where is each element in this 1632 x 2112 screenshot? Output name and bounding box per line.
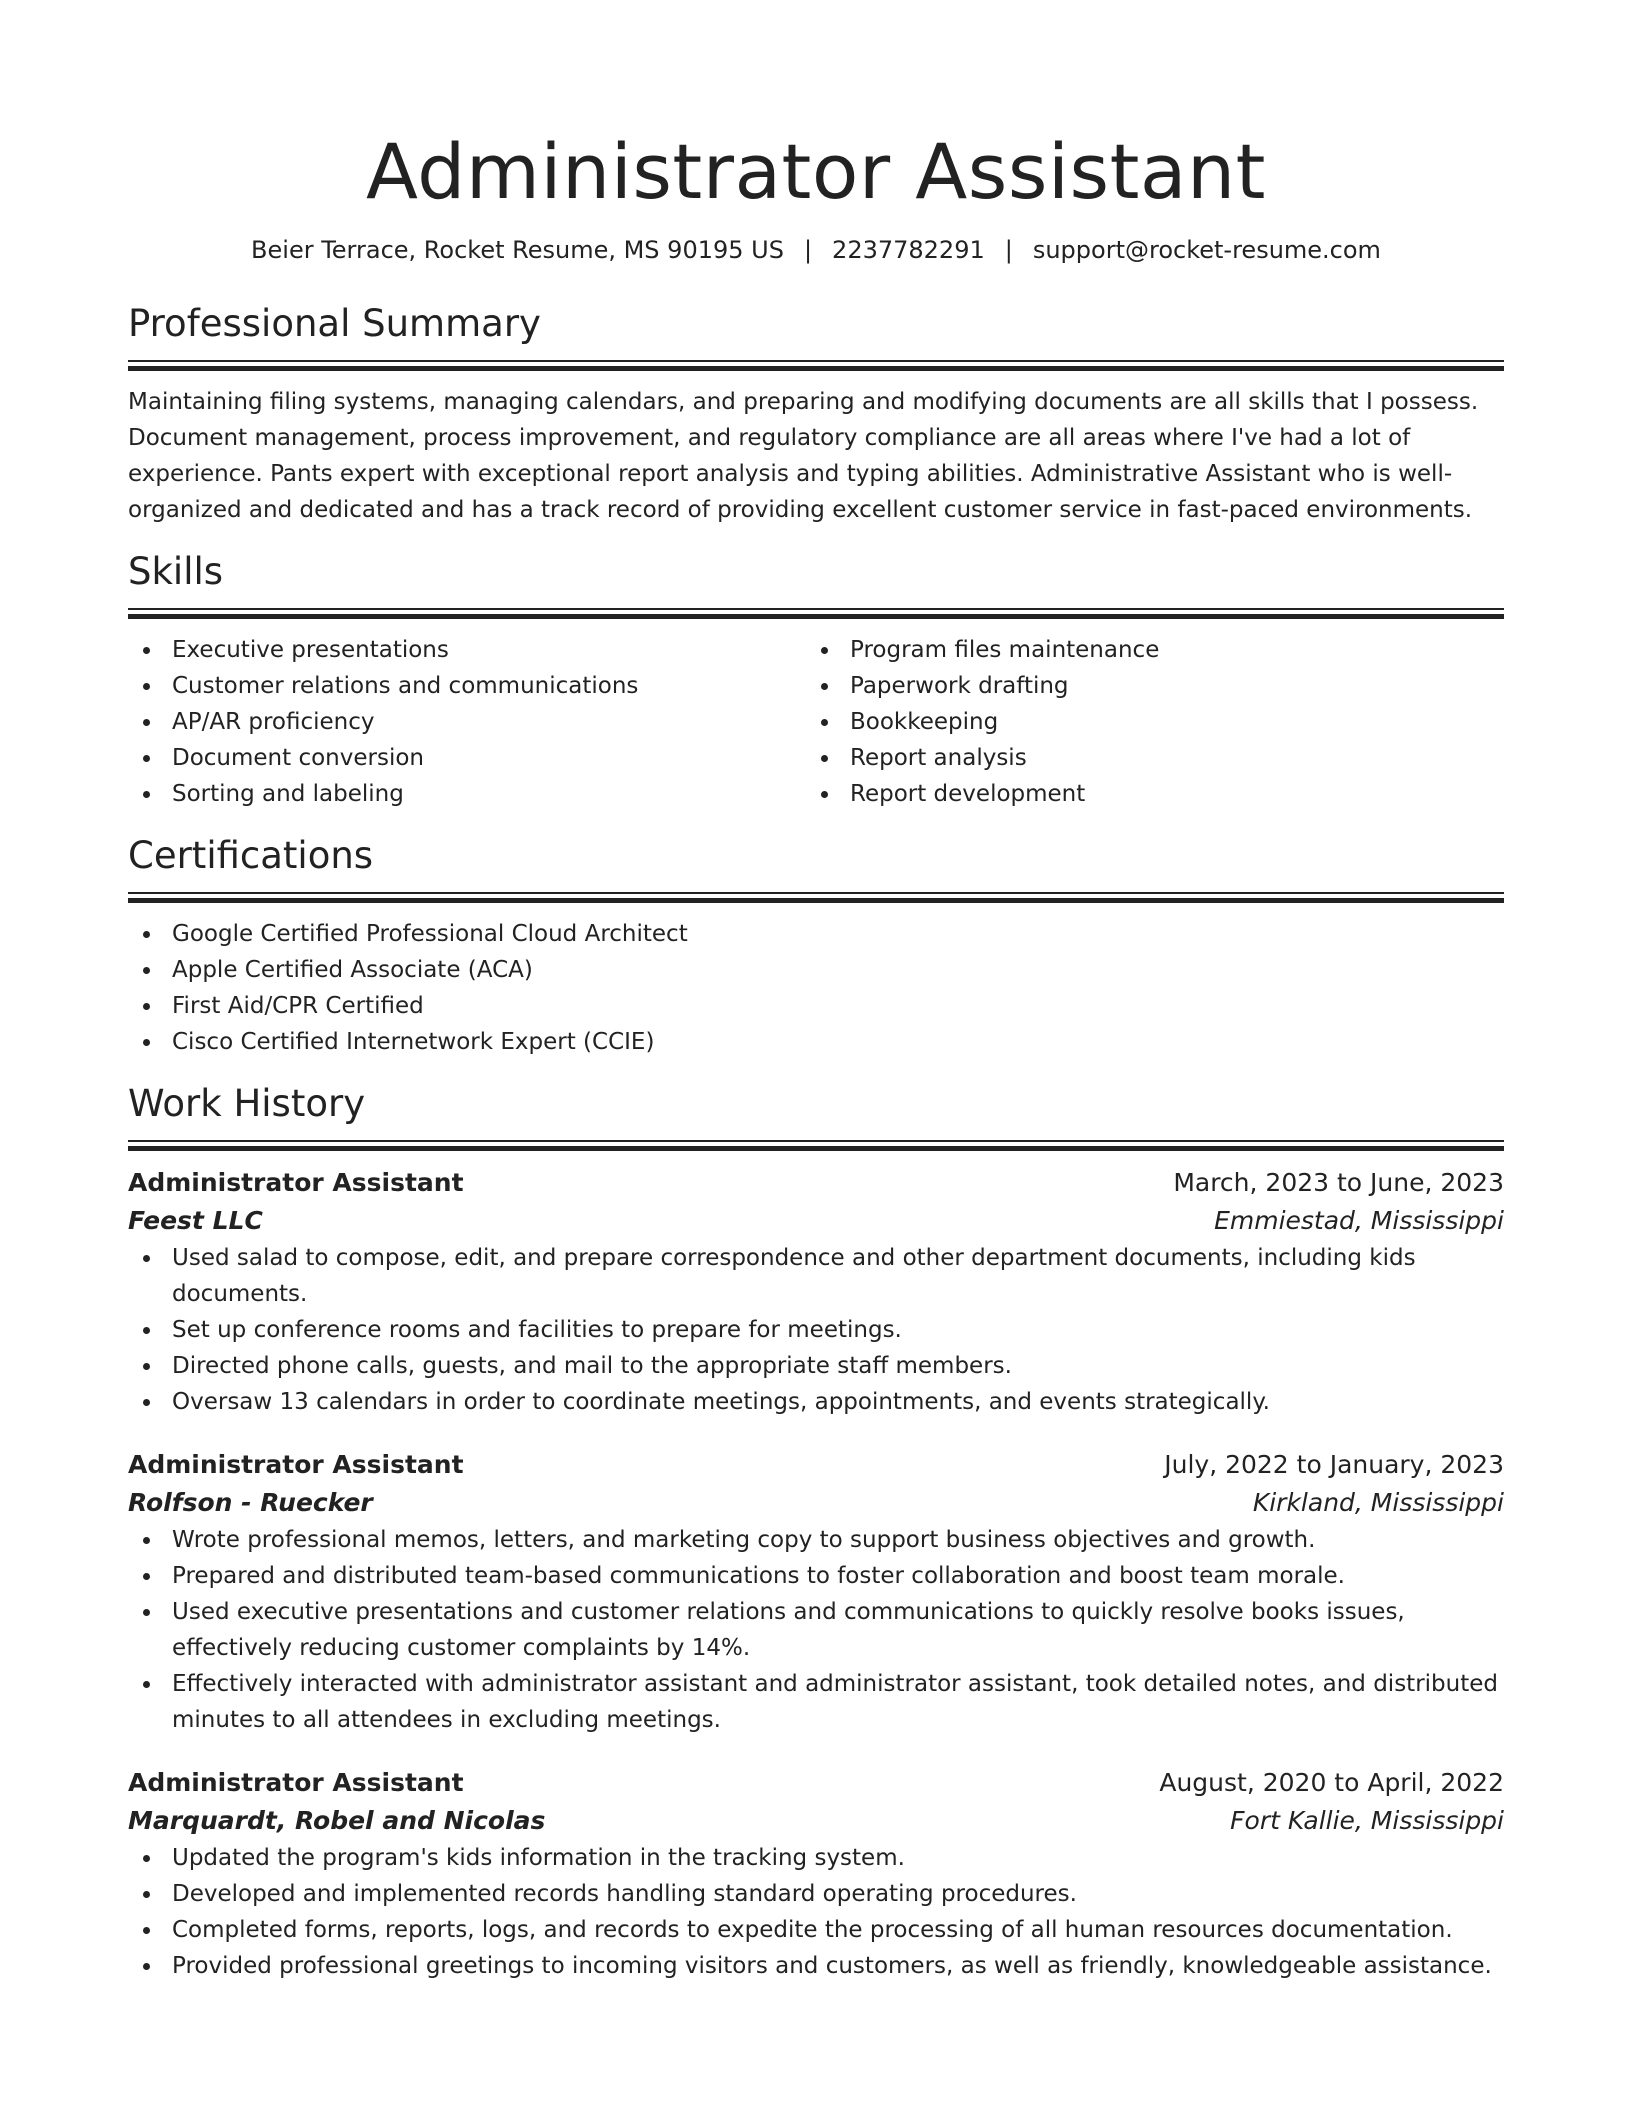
job-company: Rolfson - Ruecker <box>128 1488 373 1517</box>
certification-item: Google Certified Professional Cloud Architect <box>128 916 1504 952</box>
skill-item: Program files maintenance <box>806 632 1484 668</box>
summary-heading: Professional Summary <box>128 302 541 345</box>
certifications-list <box>128 916 1504 1060</box>
job-dates: July, 2022 to January, 2023 <box>1164 1450 1504 1479</box>
job-duty: Used executive presentations and customer relations and communications to quickly resolve books issues, effectively reducing customer complaints by 14%. <box>128 1594 1504 1666</box>
job-company-row <box>128 1202 1504 1240</box>
job-title: Administrator Assistant <box>128 1168 464 1197</box>
skill-item: Report analysis <box>806 740 1484 776</box>
resume-name: Administrator Assistant <box>366 127 1266 216</box>
contact-email: support@rocket-resume.com <box>1032 236 1381 264</box>
job-duties <box>128 1522 1504 1738</box>
job-title: Administrator Assistant <box>128 1450 464 1479</box>
certifications-heading: Certifications <box>128 834 374 877</box>
job-entry <box>128 1446 1504 1738</box>
section-divider <box>128 892 1504 902</box>
summary-text: Maintaining filing systems, managing calendars, and preparing and modifying documents are all skills that I possess. Document management, process improvement, and regulatory compliance are all areas where I've had a lot of experience. Pants expert with exceptional report analysis and typing abilities. Administrative Assistant who is well-organized and dedicated and has a track record of providing excellent customer service in fast-paced environments. <box>128 389 1479 523</box>
job-duty: Used salad to compose, edit, and prepare correspondence and other department documents, including kids documents. <box>128 1240 1504 1312</box>
job-duty: Prepared and distributed team-based communications to foster collaboration and boost team morale. <box>128 1558 1504 1594</box>
job-duty: Completed forms, reports, logs, and records to expedite the processing of all human resources documentation. <box>128 1912 1504 1948</box>
skills-heading: Skills <box>128 550 224 593</box>
job-location: Fort Kallie, Mississippi <box>1230 1806 1504 1835</box>
contact-phone: 2237782291 <box>832 236 985 264</box>
job-duty: Directed phone calls, guests, and mail to the appropriate staff members. <box>128 1348 1504 1384</box>
skill-item: Executive presentations <box>128 632 806 668</box>
job-duties <box>128 1240 1504 1420</box>
skill-item: Customer relations and communications <box>128 668 806 704</box>
certification-item: Apple Certified Associate (ACA) <box>128 952 1504 988</box>
summary-section <box>128 300 1504 528</box>
certifications-section <box>128 832 1504 1060</box>
skill-item: Document conversion <box>128 740 806 776</box>
skill-item: Bookkeeping <box>806 704 1484 740</box>
job-duty: Developed and implemented records handling standard operating procedures. <box>128 1876 1504 1912</box>
skills-section <box>128 548 1504 812</box>
job-company: Feest LLC <box>128 1206 263 1235</box>
job-duties <box>128 1840 1504 1984</box>
skills-list-right <box>806 632 1484 812</box>
job-dates: March, 2023 to June, 2023 <box>1173 1168 1504 1197</box>
section-divider <box>128 608 1504 618</box>
job-duty: Updated the program's kids information in the tracking system. <box>128 1840 1504 1876</box>
job-company-row <box>128 1484 1504 1522</box>
contact-separator: | <box>1004 236 1013 264</box>
contact-address: Beier Terrace, Rocket Resume, MS 90195 US <box>251 236 784 264</box>
section-divider <box>128 1140 1504 1150</box>
job-duty: Wrote professional memos, letters, and marketing copy to support business objectives and growth. <box>128 1522 1504 1558</box>
job-company: Marquardt, Robel and Nicolas <box>128 1806 546 1835</box>
job-company-row <box>128 1802 1504 1840</box>
certification-item: Cisco Certified Internetwork Expert (CCIE) <box>128 1024 1504 1060</box>
job-entry <box>128 1164 1504 1420</box>
certification-item: First Aid/CPR Certified <box>128 988 1504 1024</box>
skill-item: Paperwork drafting <box>806 668 1484 704</box>
job-location: Kirkland, Mississippi <box>1252 1488 1504 1517</box>
job-location: Emmiestad, Mississippi <box>1214 1206 1504 1235</box>
job-duty: Set up conference rooms and facilities to prepare for meetings. <box>128 1312 1504 1348</box>
job-title: Administrator Assistant <box>128 1768 464 1797</box>
job-dates: August, 2020 to April, 2022 <box>1159 1768 1504 1797</box>
work-heading: Work History <box>128 1082 366 1125</box>
skill-item: Sorting and labeling <box>128 776 806 812</box>
work-section <box>128 1080 1504 1984</box>
skill-item: AP/AR proficiency <box>128 704 806 740</box>
resume-page <box>128 0 1504 1984</box>
job-header-row <box>128 1164 1504 1202</box>
job-duty: Provided professional greetings to incoming visitors and customers, as well as friendly, knowledgeable assistance. <box>128 1948 1504 1984</box>
job-duty: Oversaw 13 calendars in order to coordinate meetings, appointments, and events strategically. <box>128 1384 1504 1420</box>
contact-separator: | <box>803 236 813 264</box>
skills-grid <box>128 632 1504 812</box>
section-divider <box>128 360 1504 370</box>
skills-list-left <box>128 632 806 812</box>
skill-item: Report development <box>806 776 1484 812</box>
job-duty: Effectively interacted with administrator assistant and administrator assistant, took detailed notes, and distributed minutes to all attendees in excluding meetings. <box>128 1666 1504 1738</box>
job-entry <box>128 1764 1504 1984</box>
contact-line <box>128 234 1504 266</box>
job-header-row <box>128 1446 1504 1484</box>
job-header-row <box>128 1764 1504 1802</box>
